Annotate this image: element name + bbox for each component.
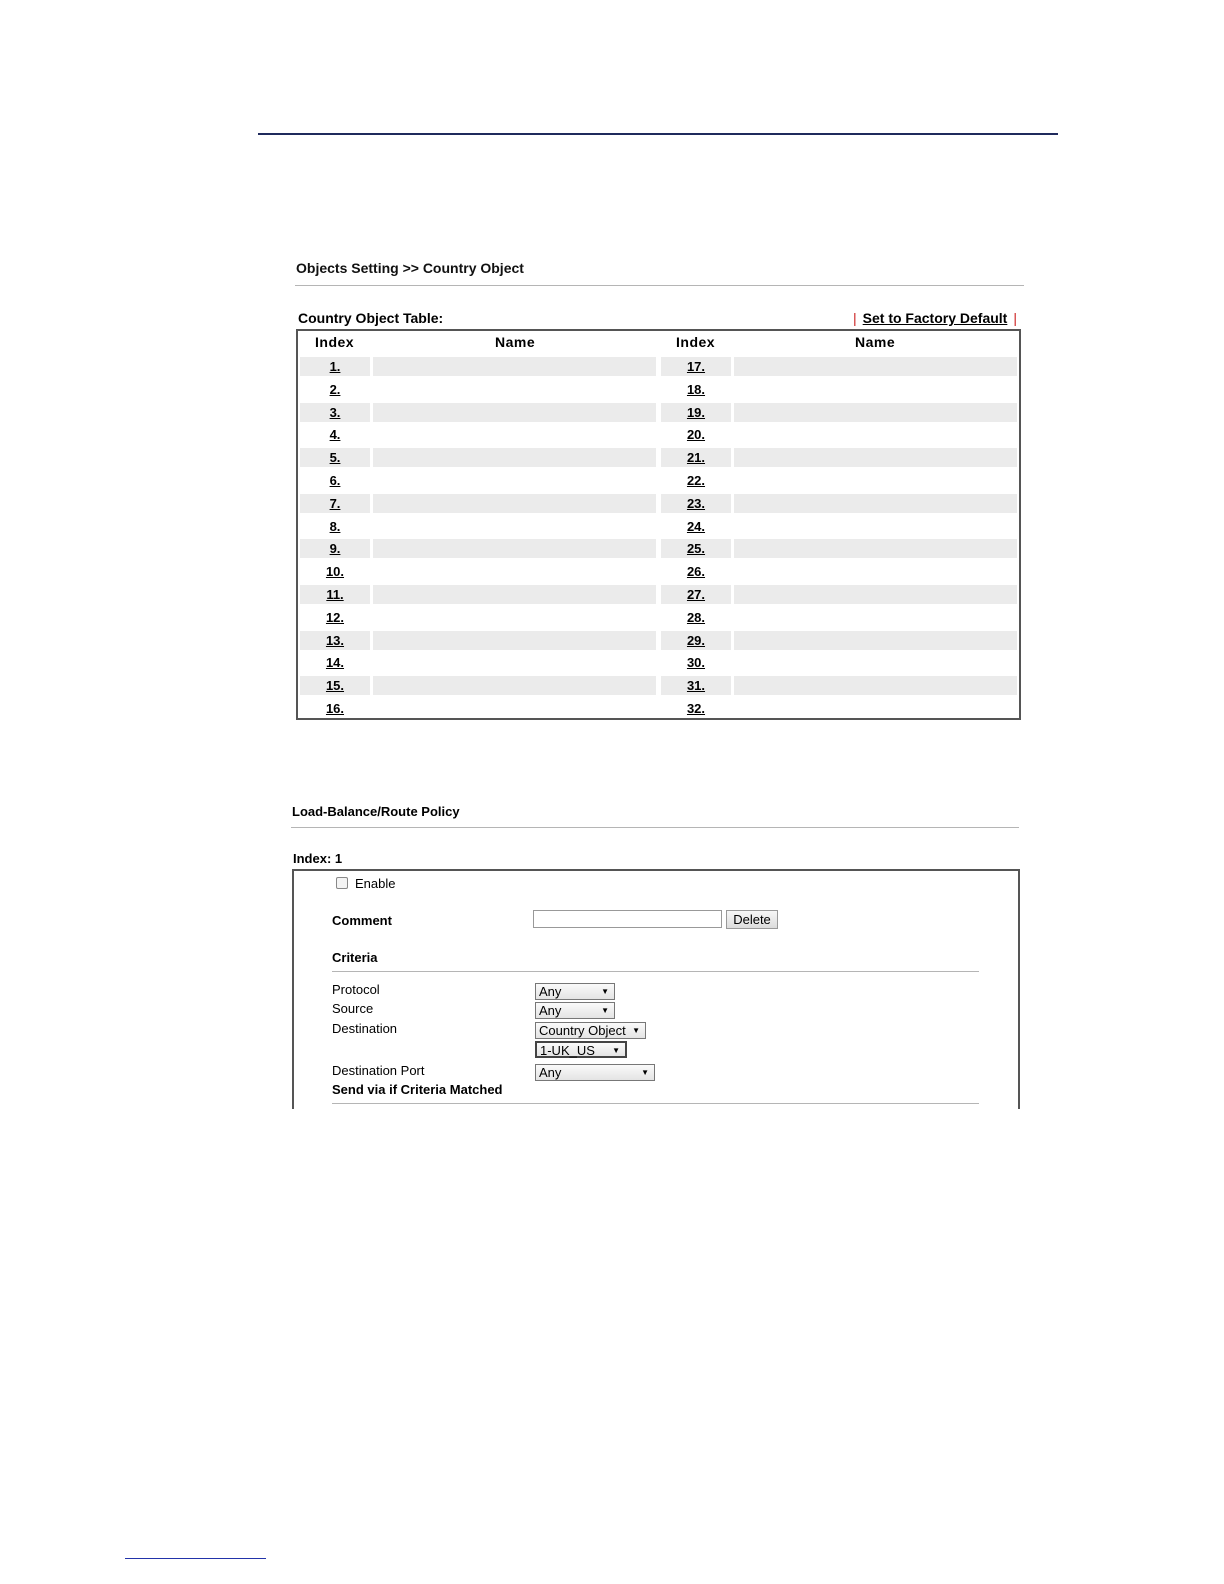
criteria-divider — [332, 971, 979, 972]
table-row — [298, 403, 1019, 422]
country-object-screenshot — [295, 258, 1025, 716]
index-link-left[interactable]: 2. — [329, 381, 341, 397]
index-link-right[interactable]: 28. — [686, 609, 706, 625]
name-cell-left — [373, 494, 656, 513]
policy-title: Load-Balance/Route Policy — [292, 804, 460, 819]
table-row — [298, 494, 1019, 513]
source-select-value: Any — [539, 1003, 562, 1018]
table-row — [298, 357, 1019, 376]
country-object-table — [296, 329, 1021, 720]
index-link-left[interactable]: 15. — [325, 678, 345, 694]
policy-title-divider — [291, 827, 1019, 828]
table-row — [298, 539, 1019, 558]
index-link-right[interactable]: 25. — [686, 541, 706, 557]
name-cell-left — [373, 448, 656, 467]
protocol-select[interactable] — [535, 983, 615, 1000]
index-link-right[interactable]: 22. — [686, 473, 706, 488]
chevron-down-icon: ▼ — [612, 1046, 620, 1055]
chevron-down-icon: ▼ — [632, 1026, 640, 1035]
index-link-right[interactable]: 26. — [686, 564, 706, 580]
table-row — [298, 631, 1019, 650]
name-cell-right — [734, 448, 1017, 467]
index-link-right[interactable]: 23. — [686, 495, 706, 511]
name-cell-left — [373, 699, 656, 718]
name-cell-left — [373, 539, 656, 558]
col-header-name-right: Name — [855, 334, 896, 350]
table-row — [298, 380, 1019, 399]
send-via-heading: Send via if Criteria Matched — [332, 1082, 503, 1097]
index-link-left[interactable]: 13. — [325, 632, 345, 648]
index-link-left[interactable]: 5. — [329, 450, 341, 466]
index-link-right[interactable]: 29. — [686, 632, 706, 648]
delete-button[interactable]: Delete — [726, 910, 778, 929]
name-cell-left — [373, 517, 656, 536]
index-link-left[interactable]: 10. — [325, 564, 345, 580]
destination-port-select[interactable] — [535, 1064, 655, 1081]
table-row — [298, 517, 1019, 536]
name-cell-left — [373, 653, 656, 672]
index-link-left[interactable]: 12. — [325, 609, 345, 625]
index-link-left[interactable]: 16. — [325, 701, 345, 716]
name-cell-right — [734, 471, 1017, 490]
breadcrumb-divider — [295, 285, 1024, 286]
name-cell-left — [373, 357, 656, 376]
index-link-right[interactable]: 19. — [686, 404, 706, 420]
table-row — [298, 676, 1019, 695]
destination-object-value: 1-UK_US — [540, 1043, 595, 1058]
name-cell-left — [373, 380, 656, 399]
destination-port-value: Any — [539, 1065, 562, 1080]
table-row — [298, 699, 1019, 718]
index-link-left[interactable]: 8. — [329, 518, 341, 534]
name-cell-right — [734, 357, 1017, 376]
destination-select-value: Country Object — [539, 1023, 626, 1038]
name-cell-right — [734, 585, 1017, 604]
name-cell-left — [373, 403, 656, 422]
name-cell-right — [734, 494, 1017, 513]
destination-select[interactable] — [535, 1022, 646, 1039]
index-link-left[interactable]: 9. — [329, 541, 341, 557]
index-link-right[interactable]: 20. — [686, 427, 706, 443]
name-cell-right — [734, 517, 1017, 536]
index-link-right[interactable]: 21. — [686, 450, 706, 466]
index-link-left[interactable]: 6. — [329, 473, 341, 488]
comment-input[interactable] — [533, 910, 722, 928]
protocol-select-value: Any — [539, 984, 562, 999]
index-link-left[interactable]: 14. — [325, 655, 345, 671]
name-cell-left — [373, 676, 656, 695]
name-cell-left — [373, 471, 656, 490]
chevron-down-icon: ▼ — [601, 1006, 609, 1015]
index-link-right[interactable]: 17. — [686, 359, 706, 374]
destination-port-label: Destination Port — [332, 1063, 425, 1078]
comment-label: Comment — [332, 913, 392, 928]
index-label: Index: 1 — [293, 851, 343, 866]
set-factory-default-link[interactable]: Set to Factory Default — [862, 310, 1008, 326]
name-cell-left — [373, 631, 656, 650]
source-label: Source — [332, 1001, 374, 1016]
policy-panel — [292, 869, 1020, 1109]
col-header-name-left: Name — [495, 334, 536, 350]
index-link-left[interactable]: 4. — [329, 427, 341, 443]
table-row — [298, 608, 1019, 627]
name-cell-right — [734, 380, 1017, 399]
protocol-label: Protocol — [332, 982, 380, 997]
factory-default-area: | Set to Factory Default | — [853, 310, 1017, 326]
name-cell-left — [373, 425, 656, 444]
name-cell-left — [373, 562, 656, 581]
destination-label: Destination — [332, 1021, 398, 1036]
table-row — [298, 653, 1019, 672]
page-top-rule — [258, 133, 1058, 135]
table-row — [298, 448, 1019, 467]
chevron-down-icon: ▼ — [641, 1068, 649, 1077]
table-row — [298, 562, 1019, 581]
index-link-left[interactable]: 3. — [329, 404, 341, 420]
index-link-right[interactable]: 30. — [686, 655, 706, 671]
table-row — [298, 585, 1019, 604]
col-header-index-left: Index — [315, 334, 355, 350]
name-cell-left — [373, 608, 656, 627]
table-title: Country Object Table: — [298, 310, 444, 326]
name-cell-right — [734, 653, 1017, 672]
index-link-right[interactable]: 18. — [686, 381, 706, 397]
route-policy-screenshot — [291, 803, 1021, 1097]
index-link-left[interactable]: 1. — [329, 359, 341, 374]
index-link-left[interactable]: 11. — [326, 587, 344, 602]
index-link-right[interactable]: 32. — [686, 701, 706, 716]
breadcrumb: Objects Setting >> Country Object — [296, 260, 524, 276]
footnote-rule — [125, 1558, 266, 1559]
table-row — [298, 471, 1019, 490]
index-link-right[interactable]: 31. — [686, 678, 706, 694]
name-cell-right — [734, 562, 1017, 581]
source-select[interactable] — [535, 1002, 615, 1019]
table-header-bar — [295, 310, 1025, 329]
name-cell-right — [734, 676, 1017, 695]
enable-label: Enable — [355, 876, 396, 891]
name-cell-right — [734, 539, 1017, 558]
criteria-heading: Criteria — [332, 950, 378, 965]
chevron-down-icon: ▼ — [601, 987, 609, 996]
col-header-index-right: Index — [676, 334, 716, 350]
name-cell-right — [734, 699, 1017, 718]
name-cell-right — [734, 403, 1017, 422]
send-via-divider — [332, 1103, 979, 1104]
name-cell-left — [373, 585, 656, 604]
table-row — [298, 425, 1019, 444]
name-cell-right — [734, 631, 1017, 650]
index-link-right[interactable]: 24. — [686, 518, 706, 534]
destination-object-select[interactable] — [535, 1041, 627, 1058]
index-link-right[interactable]: 27. — [686, 587, 706, 602]
name-cell-right — [734, 608, 1017, 627]
name-cell-right — [734, 425, 1017, 444]
index-link-left[interactable]: 7. — [329, 495, 341, 511]
enable-checkbox[interactable] — [336, 877, 348, 889]
